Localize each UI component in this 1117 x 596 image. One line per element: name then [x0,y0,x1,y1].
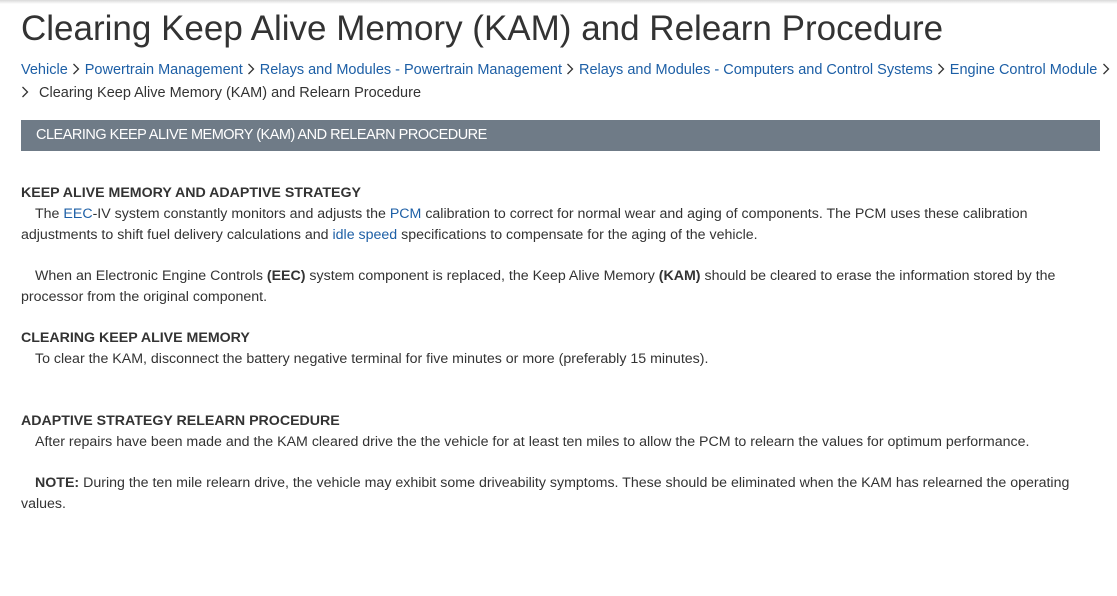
link-pcm[interactable]: PCM [389,206,422,222]
text-run: -IV system constantly monitors and adjusts the [92,206,390,222]
breadcrumb-link-engine-control-module[interactable]: Engine Control Module [949,62,1098,78]
bold-eec: (EEC) [266,268,306,284]
paragraph-clearing [21,349,1099,370]
section-heading-kam-strategy: KEEP ALIVE MEMORY AND ADAPTIVE STRATEGY [21,185,362,201]
bold-kam: (KAM) [658,268,701,284]
text-run: The [35,206,64,222]
section-heading-clearing: CLEARING KEEP ALIVE MEMORY [21,330,250,346]
breadcrumb-link-powertrain-management[interactable]: Powertrain Management [84,62,243,78]
text-run: After repairs have been made and the KAM cleared drive the the vehicle for at least ten miles to allow the PCM to relearn the values for optimum performance. [35,434,1030,450]
chevron-right-icon [243,59,260,82]
breadcrumb-link-relays-modules-computers[interactable]: Relays and Modules - Computers and Control Systems [578,62,933,78]
text-run: system component is replaced, the Keep Alive Memory [305,268,659,284]
chevron-right-icon [562,59,579,82]
chevron-right-icon [21,82,39,105]
breadcrumb [21,59,1117,105]
text-run: When an Electronic Engine Controls [35,268,267,284]
paragraph-relearn [21,432,1099,453]
text-run: calibration to correct for normal wear and aging of components. The PCM uses these calibration adjustments to shift fuel delivery calculations and [21,206,1028,243]
breadcrumb-row [21,59,1117,82]
section-title: CLEARING KEEP ALIVE MEMORY (KAM) AND RELEARN PROCEDURE [36,127,487,143]
text-run: During the ten mile relearn drive, the vehicle may exhibit some driveability symptoms. These should be eliminated when the KAM has relearned the operating values. [21,475,1070,512]
note-label: NOTE: [35,475,80,491]
note-paragraph [21,473,1099,515]
breadcrumb-link-vehicle[interactable]: Vehicle [21,62,68,78]
paragraph-kam-strategy-1 [21,204,1099,246]
breadcrumb-row [21,82,1117,105]
text-run: specifications to compensate for the aging of the vehicle. [397,227,758,243]
paragraph-kam-strategy-2 [21,266,1099,308]
top-shadow-bar [0,0,1117,4]
chevron-right-icon [933,59,950,82]
text-run: To clear the KAM, disconnect the battery negative terminal for five minutes or more (preferably 15 minutes). [35,351,709,367]
section-header-bar [21,120,1100,151]
page-title: Clearing Keep Alive Memory (KAM) and Relearn Procedure [21,9,944,48]
link-idle-speed[interactable]: idle speed [332,227,398,243]
chevron-right-icon [68,59,85,82]
text-run: should be cleared to erase the information stored by the processor from the original component. [21,268,1056,305]
section-heading-relearn: ADAPTIVE STRATEGY RELEARN PROCEDURE [21,413,340,429]
link-eec[interactable]: EEC [63,206,93,222]
breadcrumb-link-relays-modules-powertrain[interactable]: Relays and Modules - Powertrain Management [259,62,562,78]
article-content [21,183,1099,515]
chevron-right-icon [1097,59,1114,82]
breadcrumb-current: Clearing Keep Alive Memory (KAM) and Relearn Procedure [39,85,422,101]
